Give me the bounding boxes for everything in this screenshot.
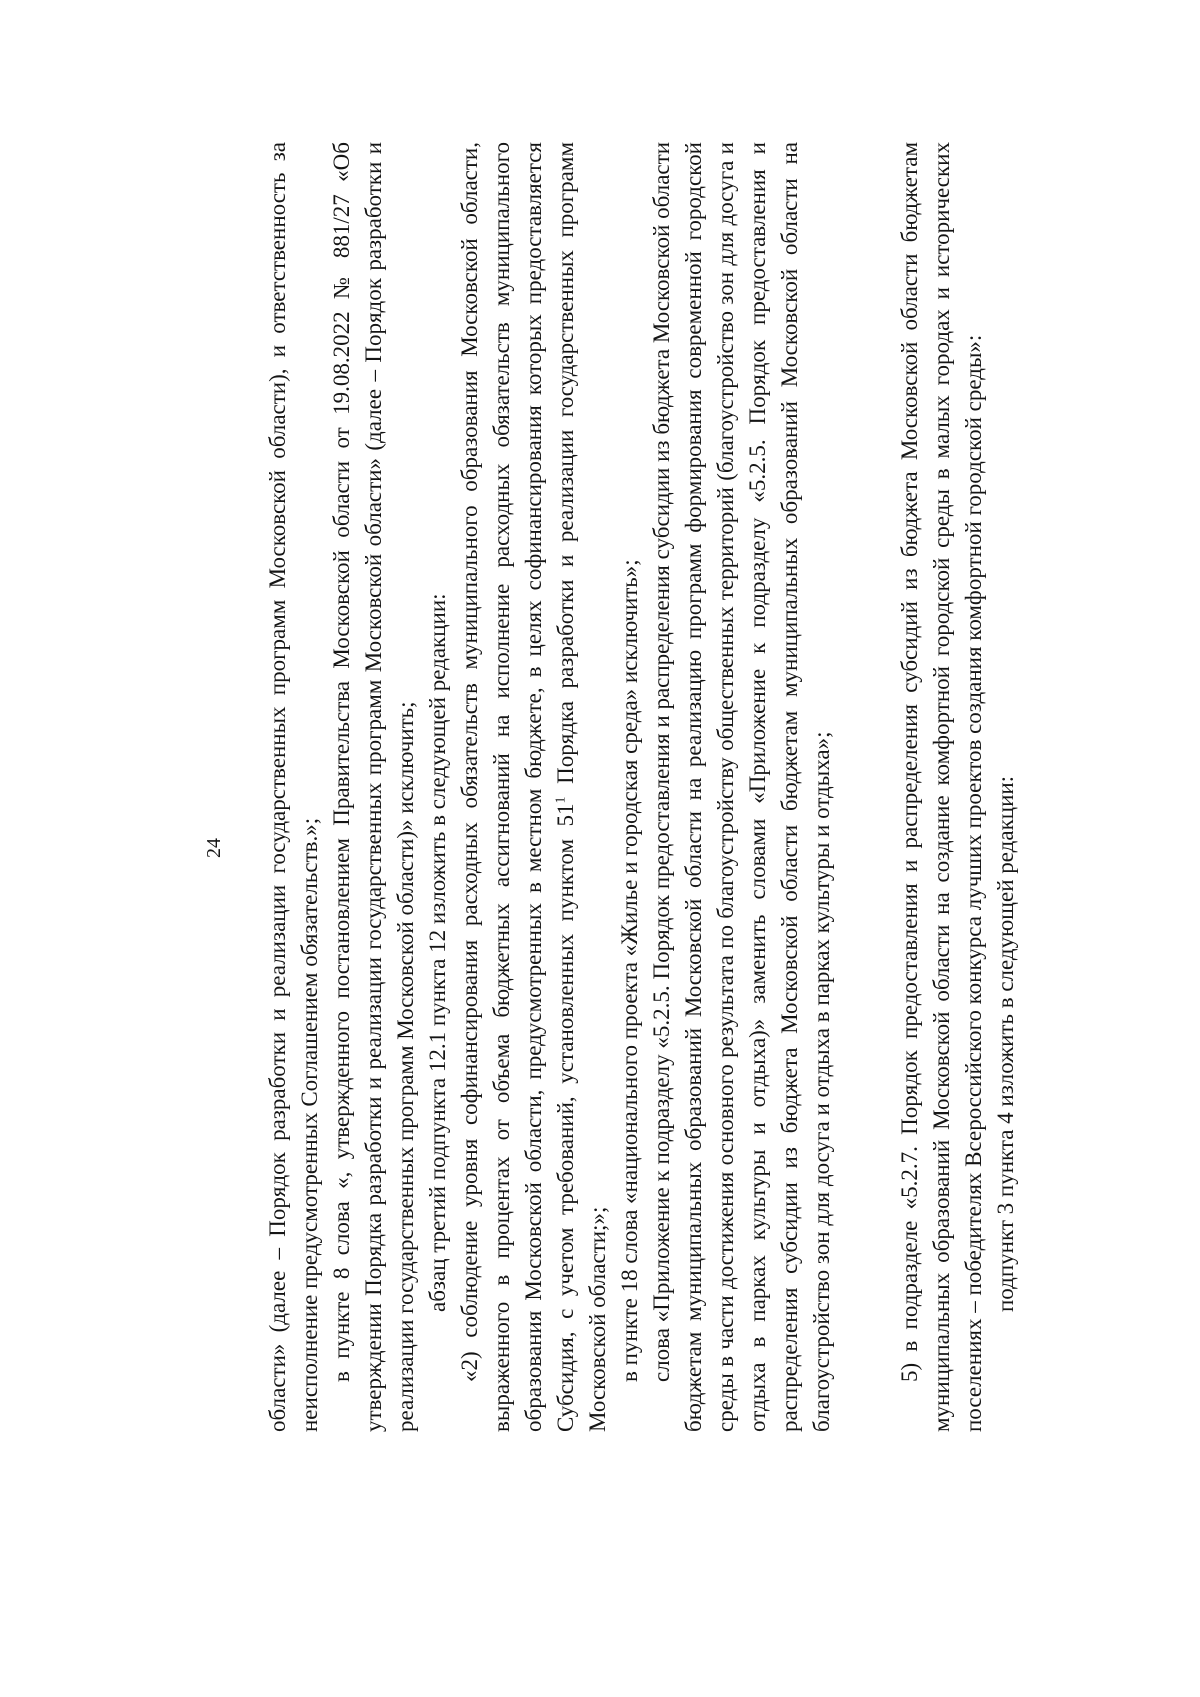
document-body (262, 142, 1022, 1432)
paragraph-2: в пункте 8 слова «, утвержденного постановлением Правительства Московской области от 19.08.2022 № 881/27 «Об утверждении Порядка разработки и реализации государственных программ Московской области» (далее – Порядок разработки и реализации государственных программ Московской области)» исключить; (329, 142, 418, 1432)
paragraph-5: в пункте 18 слова «национального проекта «Жилье и городская среда» исключить»; (617, 559, 642, 1382)
paragraph-4 (454, 142, 614, 1432)
page-number: 24 (203, 838, 225, 858)
rotated-content (150, 98, 1050, 1598)
paragraph-7: 5) в подразделе «5.2.7. Порядок предоставления и распределения субсидий из бюджета Московской области бюджетам муниципальных образований Московской области на создание комфортной городской среды в малых городах и исторических поселениях – победителях Всероссийского конкурса лучших проектов создания комфортной городской среды»: (897, 142, 986, 1432)
paragraph-6: слова «Приложение к подразделу «5.2.5. Порядок предоставления и распределения субсидии из бюджета Московской области бюджетам муниципальных образований Московской области на реализацию программ формирования современной городской среды в части достижения основного результата по благоустройству общественных территорий (благоустройство зон для досуга и отдыха в парках культуры и отдыха)» заменить словами «Приложение к подразделу «5.2.5. Порядок предоставления и распределения субсидии из бюджета Московской области бюджетам муниципальных образований Московской области на благоустройство зон для досуга и отдыха в парках культуры и отдыха»; (649, 142, 834, 1432)
paragraph-3: абзац третий подпункта 12.1 пункта 12 изложить в следующей редакции: (425, 593, 450, 1312)
paragraph-4-tail: Порядка разработки и реализации государственных программ Московской области;»; (553, 141, 610, 1432)
paragraph-gap (838, 142, 894, 1432)
paragraph-8: подпункт 3 пункта 4 изложить в следующей редакции: (993, 775, 1018, 1312)
paragraph-1: области» (далее – Порядок разработки и реализации государственных программ Московской области), и ответственность за неисполнение предусмотренных Соглашением обязательств.»; (265, 142, 322, 1432)
paragraph-4-text: «2) соблюдение уровня софинансирования расходных обязательств муниципального образования Московской области, выраженного в процентах от объема бюджетных ассигнований на исполнение расходных обязательств муниципального образования Московской области, предусмотренных в местном бюджете, в целях софинансирования которых предоставляется Субсидия, с учетом требований, установленных пунктом 51 (457, 142, 578, 1432)
paragraph-4-superscript: 1 (553, 796, 569, 804)
